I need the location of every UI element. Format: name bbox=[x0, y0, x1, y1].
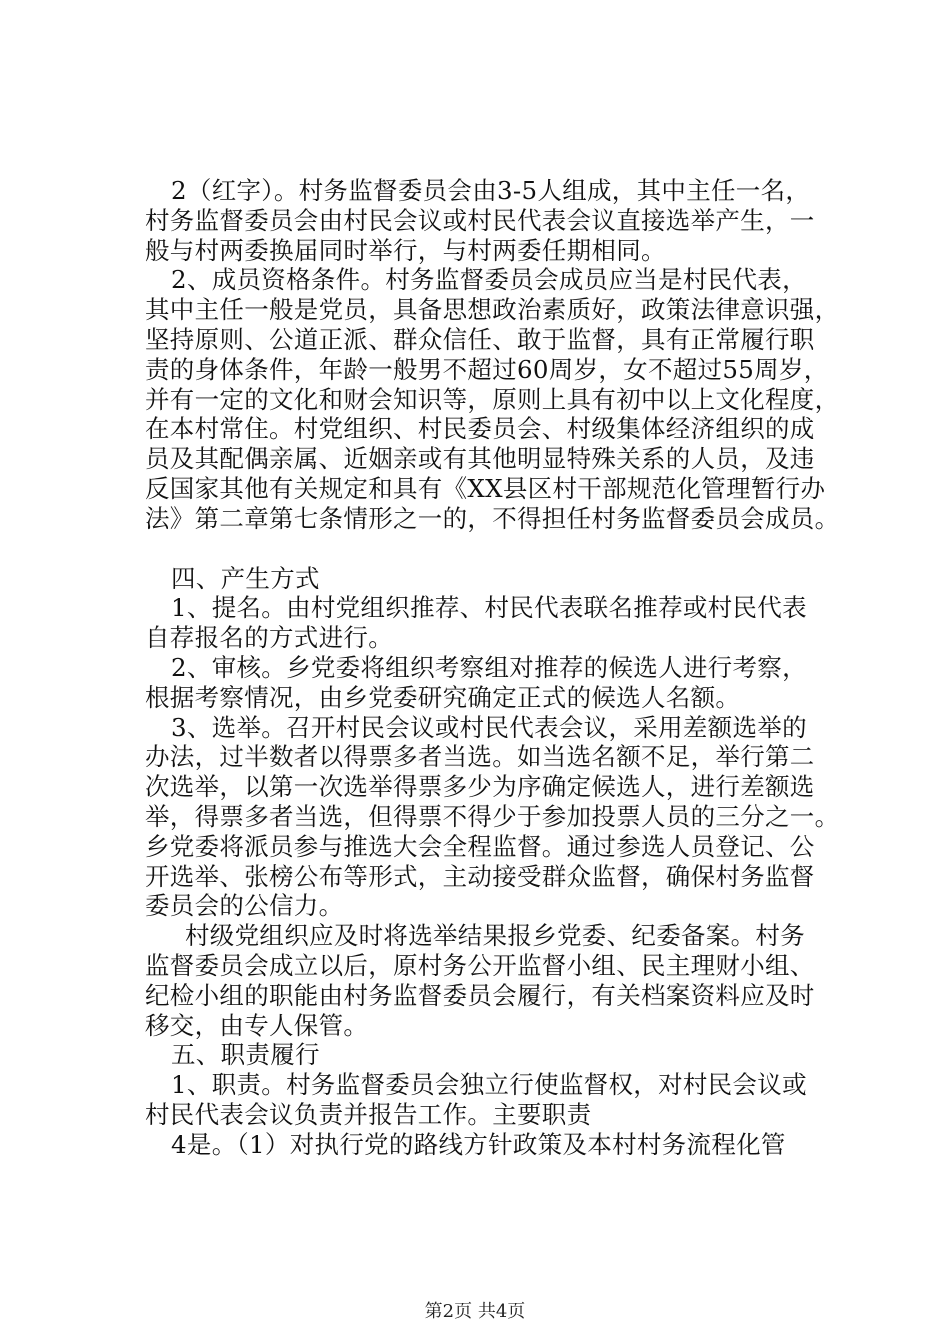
text-line: 五、职责履行 bbox=[171, 1040, 320, 1070]
text-line: 2、成员资格条件。村务监督委员会成员应当是村民代表， bbox=[171, 265, 807, 295]
text-line: 办法，过半数者以得票多者当选。如当选名额不足，举行第二 bbox=[145, 742, 815, 772]
text-line: 开选举、张榜公布等形式，主动接受群众监督，确保村务监督 bbox=[145, 861, 815, 891]
text-line: 坚持原则、公道正派、群众信任、敢于监督，具有正常履行职 bbox=[145, 324, 815, 354]
text-line: 2、审核。乡党委将组织考察组对推荐的候选人进行考察， bbox=[171, 652, 807, 682]
text-line: 2（红字）。村务监督委员会由3-5人组成，其中主任一名， bbox=[171, 176, 811, 205]
text-line: 在本村常住。村党组织、村民委员会、村级集体经济组织的成 bbox=[145, 414, 815, 444]
text-line: 根据考察情况，由乡党委研究确定正式的候选人名额。 bbox=[145, 682, 741, 712]
text-line: 反国家其他有关规定和具有《XX县区村干部规范化管理暂行办 bbox=[145, 473, 826, 503]
text-line: 责的身体条件，年龄一般男不超过60周岁，女不超过55周岁， bbox=[145, 354, 829, 384]
text-line: 监督委员会成立以后，原村务公开监督小组、民主理财小组、 bbox=[145, 950, 815, 980]
text-line: 村民代表会议负责并报告工作。主要职责 bbox=[145, 1099, 592, 1129]
page-footer: 第2页 共4页 bbox=[424, 1301, 526, 1322]
document-body bbox=[145, 176, 850, 1160]
text-line: 乡党委将派员参与推选大会全程监督。通过参选人员登记、公 bbox=[145, 831, 815, 861]
text-line: 1、提名。由村党组织推荐、村民代表联名推荐或村民代表 bbox=[171, 593, 807, 623]
text-line: 村务监督委员会由村民会议或村民代表会议直接选举产生，一 bbox=[145, 205, 815, 235]
text-line: 自荐报名的方式进行。 bbox=[145, 623, 393, 653]
text-line: 委员会的公信力。 bbox=[145, 891, 344, 921]
text-line: 1、职责。村务监督委员会独立行使监督权，对村民会议或 bbox=[171, 1070, 807, 1100]
text-line: 3、选举。召开村民会议或村民代表会议，采用差额选举的 bbox=[171, 712, 807, 742]
paragraph-gap bbox=[145, 534, 850, 564]
text-line: 移交，由专人保管。 bbox=[145, 1010, 369, 1040]
text-line: 村级党组织应及时将选举结果报乡党委、纪委备案。村务 bbox=[185, 921, 805, 951]
text-line: 次选举，以第一次选举得票多少为序确定候选人，进行差额选 bbox=[145, 772, 815, 802]
text-line: 4是。（1）对执行党的路线方针政策及本村村务流程化管 bbox=[171, 1129, 786, 1159]
text-line: 其中主任一般是党员，具备思想政治素质好，政策法律意识强， bbox=[145, 295, 840, 325]
text-line: 四、产生方式 bbox=[171, 563, 320, 593]
text-line: 并有一定的文化和财会知识等，原则上具有初中以上文化程度， bbox=[145, 384, 840, 414]
text-line: 员及其配偶亲属、近姻亲或有其他明显特殊关系的人员，及违 bbox=[145, 444, 815, 474]
text-line: 纪检小组的职能由村务监督委员会履行，有关档案资料应及时 bbox=[145, 980, 815, 1010]
text-line: 举，得票多者当选，但得票不得少于参加投票人员的三分之一。 bbox=[145, 801, 840, 831]
text-line: 般与村两委换届同时举行，与村两委任期相同。 bbox=[145, 235, 666, 265]
text-line: 法》第二章第七条情形之一的，不得担任村务监督委员会成员。 bbox=[145, 503, 840, 533]
